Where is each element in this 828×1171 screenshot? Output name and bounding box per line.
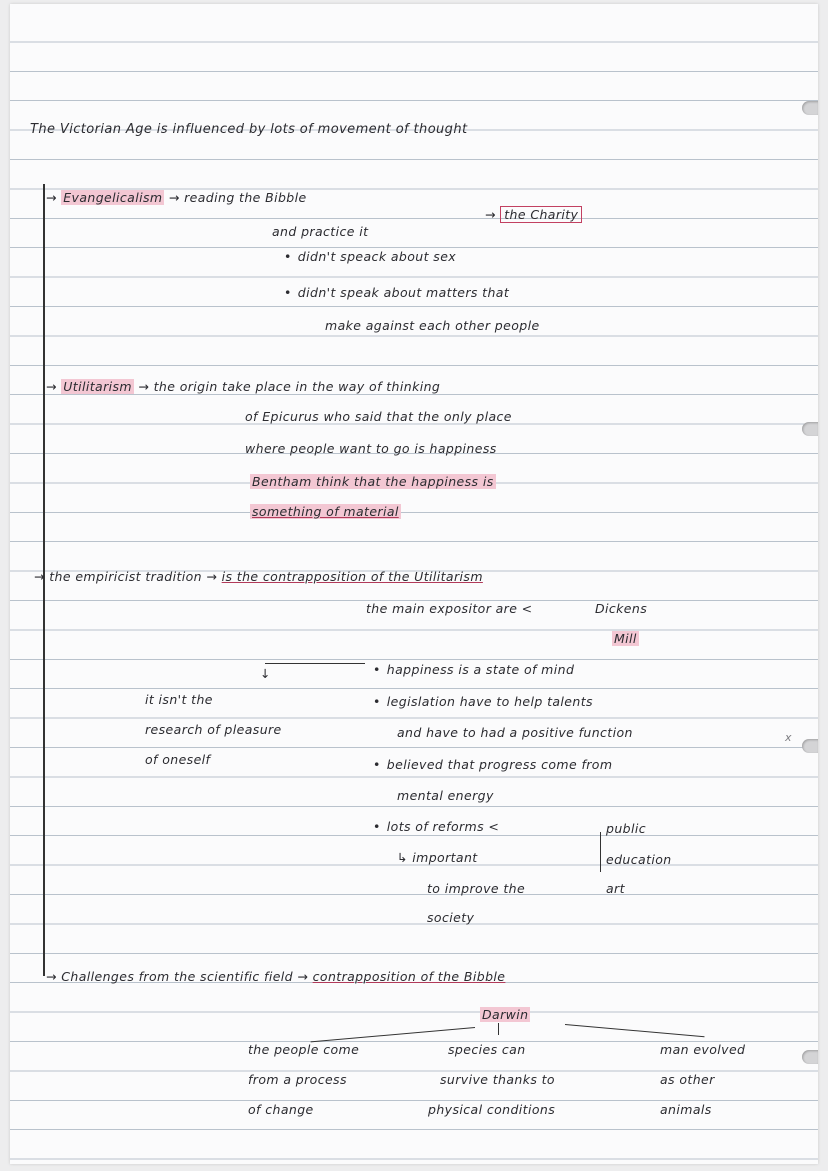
- challenges-col2: physical conditions: [428, 1102, 556, 1117]
- evangelicalism-bullet: • didn't speak about matters that: [284, 285, 509, 300]
- utilitarism-line: something of material: [252, 504, 399, 519]
- left-arrow-line: [265, 663, 365, 664]
- empiricist-left-note: it isn't the: [145, 692, 213, 707]
- darwin-stem: [498, 1023, 499, 1035]
- margin-mark: x: [785, 731, 792, 744]
- utilitarism-line: of Epicurus who said that the only place: [245, 409, 512, 424]
- darwin-label: Darwin: [482, 1007, 529, 1022]
- left-arrow-head: ↓: [260, 666, 271, 681]
- evangelicalism-line2: and practice it: [272, 224, 369, 239]
- empiricist-exponent-line: the main expositor are <: [366, 601, 533, 616]
- challenges-col3: animals: [660, 1102, 712, 1117]
- utilitarism-heading: → Utilitarism → the origin take place in the way of thinking: [46, 379, 441, 394]
- reforms-bracket: [600, 832, 601, 872]
- empiricist-sub: ↳ important: [397, 850, 478, 865]
- empiricist-bullet: • happiness is a state of mind: [373, 662, 574, 677]
- evangelicalism-bullet: • didn't speack about sex: [284, 249, 456, 264]
- challenges-col1: the people come: [248, 1042, 360, 1057]
- page-title: The Victorian Age is influenced by lots of movement of thought: [30, 122, 468, 137]
- utilitarism-line: Bentham think that the happiness is: [252, 474, 494, 489]
- reforms-branch: education: [606, 852, 672, 867]
- challenges-col1: from a process: [248, 1072, 347, 1087]
- empiricist-heading: → the empiricist tradition → is the contrapposition of the Utilitarism: [34, 569, 483, 584]
- empiricist-sub: society: [427, 910, 475, 925]
- empiricist-left-note: of oneself: [145, 752, 211, 767]
- notebook-page: [10, 4, 818, 1164]
- binder-hole: [802, 739, 818, 753]
- reforms-branch: art: [606, 881, 625, 896]
- challenges-col2: species can: [448, 1042, 526, 1057]
- empiricist-bullet-cont: mental energy: [397, 788, 494, 803]
- reforms-branch: public: [606, 821, 647, 836]
- darwin-branch-left: [311, 1027, 475, 1043]
- challenges-col2: survive thanks to: [440, 1072, 555, 1087]
- binder-hole: [802, 422, 818, 436]
- binder-hole: [802, 101, 818, 115]
- binder-hole: [802, 1050, 818, 1064]
- challenges-heading: → Challenges from the scientific field → contrapposition of the Bibble: [46, 969, 506, 984]
- empiricist-bullet: • legislation have to help talents: [373, 694, 593, 709]
- challenges-col1: of change: [248, 1102, 314, 1117]
- evangelicalism-result: → the Charity: [485, 207, 582, 222]
- challenges-col3: as other: [660, 1072, 715, 1087]
- empiricist-sub: to improve the: [427, 881, 526, 896]
- empiricist-bullet-cont: and have to had a positive function: [397, 725, 633, 740]
- empiricist-bullet: • lots of reforms <: [373, 819, 499, 834]
- utilitarism-line: where people want to go is happiness: [245, 441, 497, 456]
- evangelicalism-heading: → Evangelicalism → reading the Bibble: [46, 190, 307, 205]
- evangelicalism-bullet-cont: make against each other people: [325, 318, 540, 333]
- empiricist-name: Dickens: [595, 601, 648, 616]
- darwin-branch-right: [565, 1024, 705, 1037]
- empiricist-bullet: • believed that progress come from: [373, 757, 612, 772]
- empiricist-name: Mill: [614, 631, 637, 646]
- challenges-col3: man evolved: [660, 1042, 746, 1057]
- empiricist-left-note: research of pleasure: [145, 722, 282, 737]
